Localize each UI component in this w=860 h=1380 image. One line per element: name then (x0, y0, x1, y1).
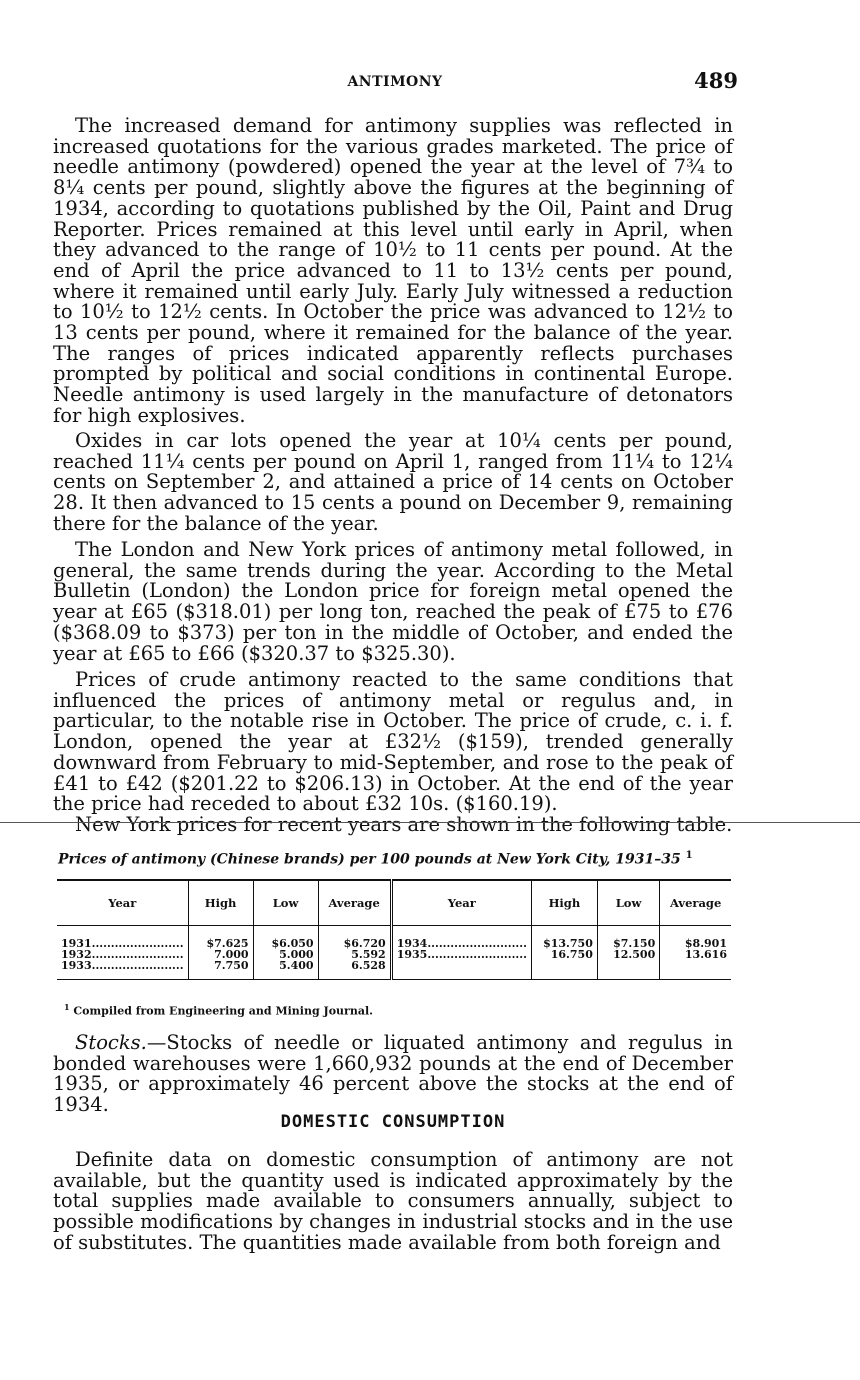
paragraph-crude-antimony (53, 670, 733, 815)
page-number: 489 (694, 68, 738, 93)
footnote-mark: 1 (64, 1002, 70, 1012)
cell-high: $13.750 (531, 926, 597, 950)
paragraph-oxides (53, 431, 733, 535)
paragraph-metal-prices (53, 540, 733, 664)
header-year-right: Year (391, 880, 531, 926)
header-low-left: Low (253, 880, 318, 926)
cell-average: 5.592 (318, 949, 391, 960)
table-caption-text: Prices of antimony (Chinese brands) per 100 pounds at New York City, 1931–35 (58, 851, 681, 868)
cell-low: 5.400 (253, 960, 318, 980)
price-table (57, 879, 731, 980)
section-heading: DOMESTIC CONSUMPTION (280, 1112, 506, 1132)
table-footnote (64, 1002, 373, 1018)
footnote-text: Compiled from Engineering and Mining Journal. (73, 1004, 373, 1018)
header-low-right: Low (597, 880, 659, 926)
paragraph-text: Oxides in car lots opened the year at 10¼ cents per pound, reached 11¼ cents per pound on April 1, ranged from 11¼ to 12¼ cents on September 2, and attained a price of 14 cents on October 28. It then advanced to 15 cents a pound on December 9, remaining there for the balance of the year. (53, 429, 733, 535)
cell-average: 13.616 (660, 949, 731, 960)
cell-average: 6.528 (318, 960, 391, 980)
cell-year (391, 960, 531, 980)
cell-high: 7.000 (188, 949, 253, 960)
paragraph-domestic-consumption (53, 1150, 733, 1254)
cell-high: 16.750 (531, 949, 597, 960)
price-table-container (57, 879, 731, 991)
paragraph-text: The London and New York prices of antimony metal followed, in general, the same trends during the year. According to the Metal Bulletin (London) the London price for foreign metal opened the year at £65 ($318.01) per long ton, reached the peak of £75 to £76 ($368.09 to $373) per ton in the middle of October, and ended the year at £65 to £66 ($320.37 to $325.30). (53, 538, 733, 665)
cell-high: $7.625 (188, 926, 253, 950)
cell-average (660, 960, 731, 980)
cell-high: 7.750 (188, 960, 253, 980)
table-caption (58, 850, 743, 868)
cell-year: 1934.......................... (391, 926, 531, 950)
header-year-left: Year (57, 880, 188, 926)
stocks-lead: Stocks. (75, 1031, 147, 1054)
paragraph-table-intro (53, 815, 733, 836)
table-row (57, 926, 731, 950)
paragraph-text: New York prices for recent years are shown in the following table. (75, 813, 733, 836)
paragraph-stocks (53, 1033, 733, 1116)
table-row (57, 949, 731, 960)
header-average-left: Average (318, 880, 391, 926)
table-header-row (57, 880, 731, 926)
scan-rule (0, 822, 860, 823)
cell-low: $7.150 (597, 926, 659, 950)
cell-year: 1933........................ (57, 960, 188, 980)
running-title: ANTIMONY (347, 74, 443, 90)
cell-average: $8.901 (660, 926, 731, 950)
table-row (57, 960, 731, 980)
cell-high (531, 960, 597, 980)
cell-low: $6.050 (253, 926, 318, 950)
cell-average: $6.720 (318, 926, 391, 950)
cell-year: 1932........................ (61, 949, 184, 960)
cell-year: 1931........................ (61, 937, 184, 949)
stocks-body: —Stocks of needle or liquated antimony and regulus in bonded warehouses were 1,660,932 pounds at the end of December 1935, or approximately 46 percent above the stocks at the end of 1934. (53, 1031, 733, 1117)
paragraph-text: Definite data on domestic consumption of antimony are not available, but the quantity used is indicated approximately by the total supplies made available to consumers annually, subject to possible modifications by changes in industrial stocks and in the use of substitutes. The quantities made available from both foreign and (53, 1148, 733, 1254)
table-caption-note-mark: 1 (685, 850, 693, 861)
paragraph-text (53, 1033, 733, 1116)
cell-low (597, 960, 659, 980)
header-high-right: High (531, 880, 597, 926)
paragraph-text: The increased demand for antimony supplies was reflected in increased quotations for the various grades marketed. The price of needle antimony (powdered) opened the year at the level of 7¾ to 8¼ cents per pound, slightly above the figures at the beginning of 1934, according to quotations published by the Oil, Paint and Drug Reporter. Prices remained at this level until early in April, when they advanced to the range of 10½ to 11 cents per pound. At the end of April the price advanced to 11 to 13½ cents per pound, where it remained until early July. Early July witnessed a reduction to 10½ to 12½ cents. In October the price was advanced to 12½ to 13 cents per pound, where it remained for the balance of the year. The ranges of prices indicated apparently reflects purchases prompted by political and social conditions in continental Europe. Needle antimony is used largely in the manufacture of detonators for high explosives. (53, 114, 733, 427)
paragraph-needle-antimony (53, 116, 733, 427)
header-high-left: High (188, 880, 253, 926)
cell-year: 1935.......................... (391, 949, 531, 960)
cell-low: 5.000 (253, 949, 318, 960)
running-head (52, 68, 738, 98)
header-average-right: Average (660, 880, 731, 926)
paragraph-text: Prices of crude antimony reacted to the same conditions that influenced the prices of antimony metal or regulus and, in particular, to the notable rise in October. The price of crude, c. i. f. London, opened the year at £32½ ($159), trended generally downward from February to mid-September, and rose to the peak of £41 to £42 ($201.22 to $206.13) in October. At the end of the year the price had receded to about £32 10s. ($160.19). (53, 668, 733, 816)
cell-low: 12.500 (597, 949, 659, 960)
